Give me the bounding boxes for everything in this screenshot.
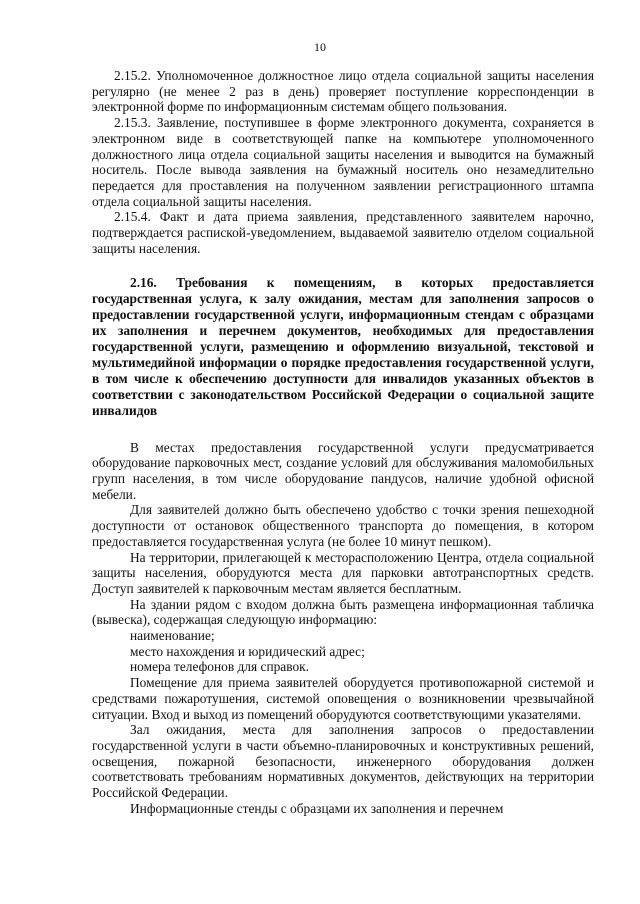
list-item-phones: номера телефонов для справок. xyxy=(130,659,310,675)
paragraph-2-15-4: 2.15.4. Факт и дата приема заявления, представленного заявителем нарочно, подтверждается распиской-уведомлением, выдаваемой заявителю отделом социальной защиты населения. xyxy=(92,209,594,256)
page-number: 10 xyxy=(314,40,326,54)
paragraph-parking: В местах предоставления государственной услуги предусматривается оборудование парковочных мест, создание условий для обслуживания маломобильных групп населения, в том числе оборудование пандусов, наличие удобной офисной мебели. xyxy=(92,439,594,502)
paragraph-2-15-3: 2.15.3. Заявление, поступившее в форме электронного документа, сохраняется в электронном виде в соответствующей папке на компьютере уполномоченного должностного лица отдела социальной защиты населения и выводится на бумажный носитель. После вывода заявления на бумажный носитель оно незамедлительно передается для проставления на полученном заявлении регистрационного штампа отдела социальной защиты населения. xyxy=(92,115,594,209)
list-item-address: место нахождения и юридический адрес; xyxy=(130,643,365,659)
paragraph-info-stands: Информационные стенды с образцами их заполнения и перечнем xyxy=(130,800,504,816)
paragraph-territory: На территории, прилегающей к месторасположению Центра, отдела социальной защиты населения, оборудуются места для парковки автотранспортных средств. Доступ заявителей к парковочным местам является бесплатным. xyxy=(92,549,594,596)
paragraph-fire-safety: Помещение для приема заявителей оборудуется противопожарной системой и средствами пожаротушения, системой оповещения о возникновении чрезвычайной ситуации. Вход и выход из помещений оборудуются соответствующими указателями. xyxy=(92,675,594,722)
page-content xyxy=(92,68,594,816)
paragraph-access: Для заявителей должно быть обеспечено удобство с точки зрения пешеходной доступности от остановок общественного транспорта до помещения, в котором предоставляется государственная услуга (не более 10 минут пешком). xyxy=(92,502,594,549)
paragraph-sign: На здании рядом с входом должна быть размещена информационная табличка (вывеска), содержащая следующую информацию: xyxy=(92,596,594,628)
paragraph-2-15-2: 2.15.2. Уполномоченное должностное лицо отдела социальной защиты населения регулярно (не менее 2 раз в день) проверяет поступление корреспонденции в электронной форме по информационным системам общего пользования. xyxy=(92,68,594,115)
section-heading-2-16: 2.16. Требования к помещениям, в которых предоставляется государственная услуга, к залу ожидания, местам для заполнения запросов о предоставлении государственной услуги, информационным стендам с образцами их заполнения и перечнем документов, необходимых для предоставления государственной услуги, размещению и оформлению визуальной, текстовой и мультимедийной информации о порядке предоставления государственной услуги, в том числе к обеспечению доступности для инвалидов указанных объектов в соответствии с законодательством Российской Федерации о социальной защите инвалидов xyxy=(92,275,594,418)
list-item-name: наименование; xyxy=(130,628,215,644)
paragraph-waiting-hall: Зал ожидания, места для заполнения запросов о предоставлении государственной услуги в части объемно-планировочных и конструктивных решений, освещения, пожарной безопасности, инженерного оборудования должен соответствовать требованиям нормативных документов, действующих на территории Российской Федерации. xyxy=(92,722,594,801)
